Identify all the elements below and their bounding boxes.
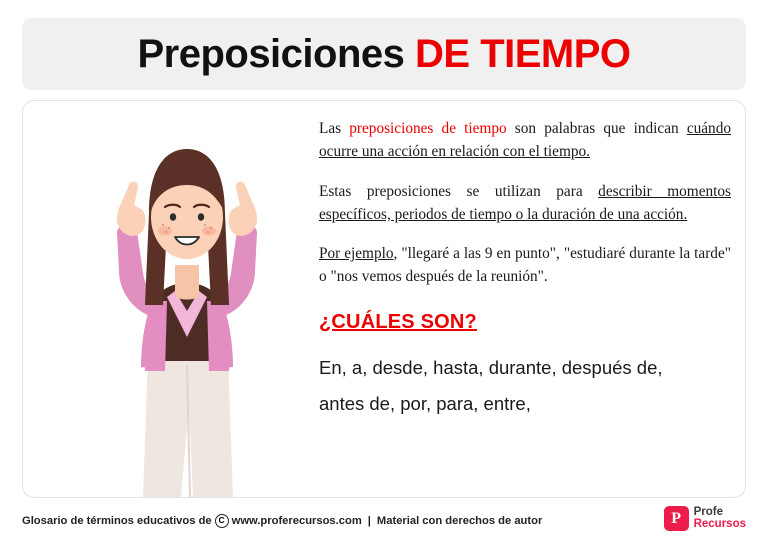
- footer: [22, 505, 746, 534]
- paragraph-definition-part2: son palabras que indican: [506, 120, 687, 137]
- title-bar: [22, 18, 746, 90]
- paragraph-definition-highlight: preposiciones de tiempo: [349, 120, 507, 137]
- woman-pointing-up-illustration: [53, 105, 313, 497]
- paragraph-examples-lead: Por ejemplo: [319, 245, 394, 262]
- paragraph-definition: [319, 117, 731, 164]
- footer-source-text: Glosario de términos educativos de: [22, 515, 212, 527]
- brand-line-2: Recursos: [693, 517, 746, 530]
- paragraph-usage: [319, 180, 731, 227]
- page-title-main: Preposiciones: [137, 31, 416, 76]
- content-card: [22, 100, 746, 498]
- footer-rights-text: Material con derechos de autor: [376, 515, 543, 527]
- brand-line-1: Profe: [693, 505, 723, 518]
- brand-mark-icon: P: [664, 506, 689, 531]
- paragraph-definition-part1: Las: [319, 120, 350, 137]
- text-column: [319, 117, 731, 422]
- brand-wordmark: [694, 507, 746, 530]
- page-title-accent: DE TIEMPO: [415, 31, 631, 76]
- brand-logo[interactable]: [664, 506, 746, 531]
- answers-line-1: En, a, desde, hasta, durante, después de,: [319, 356, 663, 378]
- paragraph-examples: [319, 242, 731, 289]
- paragraph-usage-underline: describir momentos específicos, periodos de tiempo o la duración de una acción.: [319, 182, 731, 223]
- paragraph-usage-part1: Estas preposiciones se utilizan para: [319, 182, 599, 200]
- paragraph-examples-rest: , "llegaré a las 9 en punto", "estudiaré durante la tarde" o "nos vemos después de la reunión".: [319, 245, 731, 286]
- answers-line-2: antes de, por, para, entre,: [319, 392, 531, 414]
- copyright-icon: C: [215, 514, 229, 528]
- subheading-cuales-son: ¿CUÁLES SON?: [319, 310, 477, 333]
- paragraph-definition-underline: cuándo ocurre una acción en relación con el tiempo.: [319, 120, 731, 161]
- page-title: [137, 32, 630, 77]
- footer-separator: |: [367, 515, 371, 527]
- footer-website-link[interactable]: www.proferecursos.com: [231, 515, 362, 527]
